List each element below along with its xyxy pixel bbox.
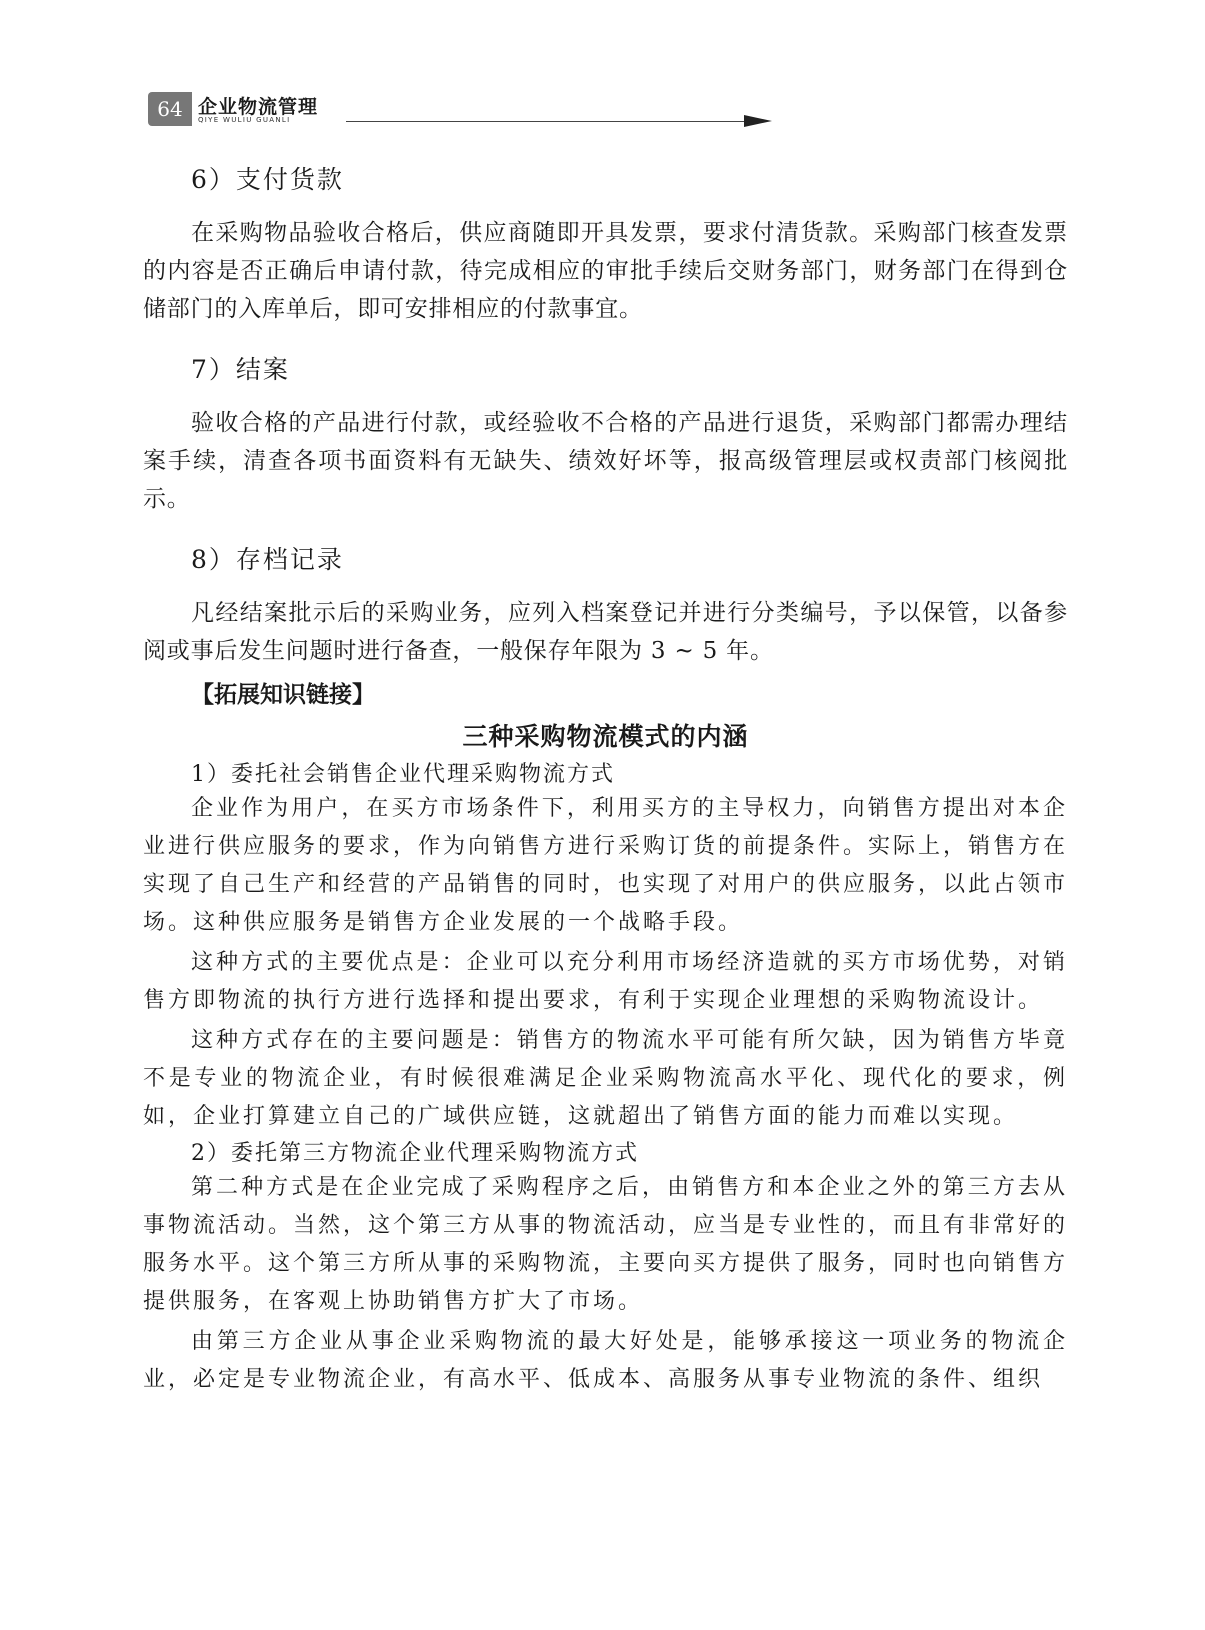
mode-1-paragraph-2: 这种方式的主要优点是：企业可以充分利用市场经济造就的买方市场优势，对销售方即物流的执行方进行选择和提出要求，有利于实现企业理想的采购物流设计。: [143, 950, 1068, 1013]
extension-title: 三种采购物流模式的内涵: [462, 722, 749, 751]
book-title: 企业物流管理: [198, 96, 319, 118]
section-8-title: 8）存档记录: [191, 545, 344, 574]
book-subtitle: QIYE WULIU GUANLI: [198, 116, 291, 124]
section-6-title: 6）支付货款: [191, 165, 344, 194]
mode-2-paragraph-1: 第二种方式是在企业完成了采购程序之后，由销售方和本企业之外的第三方去从事物流活动。当然，这个第三方从事的物流活动，应当是专业性的，而且有非常好的服务水平。这个第三方所从事的采购物流，主要向买方提供了服务，同时也向销售方提供服务，在客观上协助销售方扩大了市场。: [143, 1175, 1069, 1314]
section-8-paragraph: 凡经结案批示后的采购业务，应列入档案登记并进行分类编号，予以保管，以备参阅或事后发生问题时进行备查，一般保存年限为 3 ~ 5 年。: [143, 600, 1068, 664]
header-arrow-icon: [744, 115, 772, 127]
section-7-paragraph: 验收合格的产品进行付款，或经验收不合格的产品进行退货，采购部门都需办理结案手续，清查各项书面资料有无缺失、绩效好坏等，报高级管理层或权责部门核阅批示。: [143, 410, 1068, 512]
mode-2-title: 2）委托第三方物流企业代理采购物流方式: [191, 1141, 639, 1166]
mode-1-paragraph-1: 企业作为用户，在买方市场条件下，利用买方的主导权力，向销售方提出对本企业进行供应服务的要求，作为向销售方进行采购订货的前提条件。实际上，销售方在实现了自己生产和经营的产品销售的同时，也实现了对用户的供应服务，以此占领市场。这种供应服务是销售方企业发展的一个战略手段。: [143, 796, 1069, 935]
section-7-title: 7）结案: [191, 355, 290, 384]
page-number-badge: 64: [148, 92, 192, 126]
mode-2-paragraph-2: 由第三方企业从事企业采购物流的最大好处是，能够承接这一项业务的物流企业，必定是专业物流企业，有高水平、低成本、高服务从事专业物流的条件、组织: [143, 1329, 1068, 1392]
mode-1-paragraph-3: 这种方式存在的主要问题是：销售方的物流水平可能有所欠缺，因为销售方毕竟不是专业的物流企业，有时候很难满足企业采购物流高水平化、现代化的要求，例如，企业打算建立自己的广域供应链，这就超出了销售方面的能力而难以实现。: [143, 1028, 1068, 1129]
running-header: [148, 90, 628, 130]
page-body: [143, 160, 1068, 1399]
header-rule: [346, 121, 746, 122]
extension-label: 【拓展知识链接】: [191, 682, 375, 708]
section-6-paragraph: 在采购物品验收合格后，供应商随即开具发票，要求付清货款。采购部门核查发票的内容是否正确后申请付款，待完成相应的审批手续后交财务部门，财务部门在得到仓储部门的入库单后，即可安排相应的付款事宜。: [143, 220, 1068, 322]
mode-1-title: 1）委托社会销售企业代理采购物流方式: [191, 762, 615, 787]
